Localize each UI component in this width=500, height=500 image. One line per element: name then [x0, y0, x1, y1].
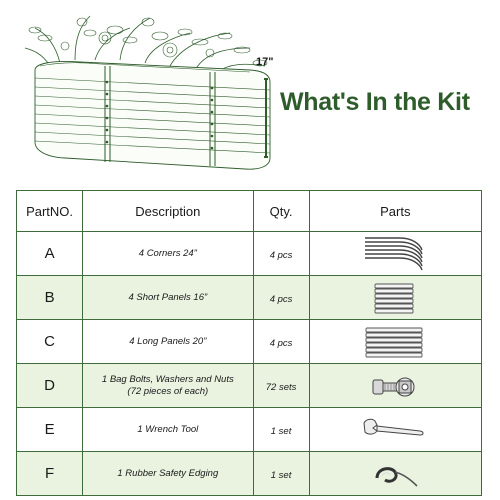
- part-qty: 1 set: [253, 452, 309, 496]
- kit-title: What's In the Kit: [280, 88, 470, 116]
- part-letter: F: [17, 452, 83, 496]
- part-letter: A: [17, 232, 83, 276]
- header-part-no: PartNO.: [17, 191, 83, 232]
- part-image-cell: [309, 232, 481, 276]
- table-row: [17, 232, 482, 276]
- part-qty: 1 set: [253, 408, 309, 452]
- short-panels-icon: [365, 281, 425, 315]
- header-qty: Qty.: [253, 191, 309, 232]
- height-indicator: [265, 78, 267, 158]
- table-row: [17, 276, 482, 320]
- parts-table: [16, 190, 482, 496]
- part-letter: D: [17, 364, 83, 408]
- part-description: 4 Long Panels 20”: [83, 320, 253, 364]
- part-letter: C: [17, 320, 83, 364]
- part-description: 1 Rubber Safety Edging: [83, 452, 253, 496]
- part-image-cell: [309, 408, 481, 452]
- height-label: 17": [256, 56, 274, 68]
- part-description: 4 Short Panels 16”: [83, 276, 253, 320]
- part-qty: 4 pcs: [253, 276, 309, 320]
- part-image-cell: [309, 320, 481, 364]
- part-image-cell: [309, 452, 481, 496]
- header-parts: Parts: [309, 191, 481, 232]
- part-description: 1 Wrench Tool: [83, 408, 253, 452]
- long-panels-icon: [360, 325, 430, 359]
- part-description: 4 Corners 24”: [83, 232, 253, 276]
- part-image-cell: [309, 364, 481, 408]
- table-row: [17, 452, 482, 496]
- part-image-cell: [309, 276, 481, 320]
- garden-bed-illustration: [20, 8, 275, 180]
- part-letter: E: [17, 408, 83, 452]
- corner-panels-icon: [360, 234, 430, 274]
- table-row: [17, 320, 482, 364]
- table-row: [17, 408, 482, 452]
- part-qty: 72 sets: [253, 364, 309, 408]
- kit-header: [0, 0, 500, 185]
- table-row: [17, 364, 482, 408]
- part-description: 1 Bag Bolts, Washers and Nuts (72 pieces of each): [83, 364, 253, 408]
- wrench-icon: [360, 413, 430, 447]
- part-letter: B: [17, 276, 83, 320]
- header-description: Description: [83, 191, 253, 232]
- bolt-nut-icon: [365, 368, 425, 404]
- rubber-edging-icon: [365, 456, 425, 492]
- table-header-row: [17, 191, 482, 232]
- part-qty: 4 pcs: [253, 320, 309, 364]
- part-qty: 4 pcs: [253, 232, 309, 276]
